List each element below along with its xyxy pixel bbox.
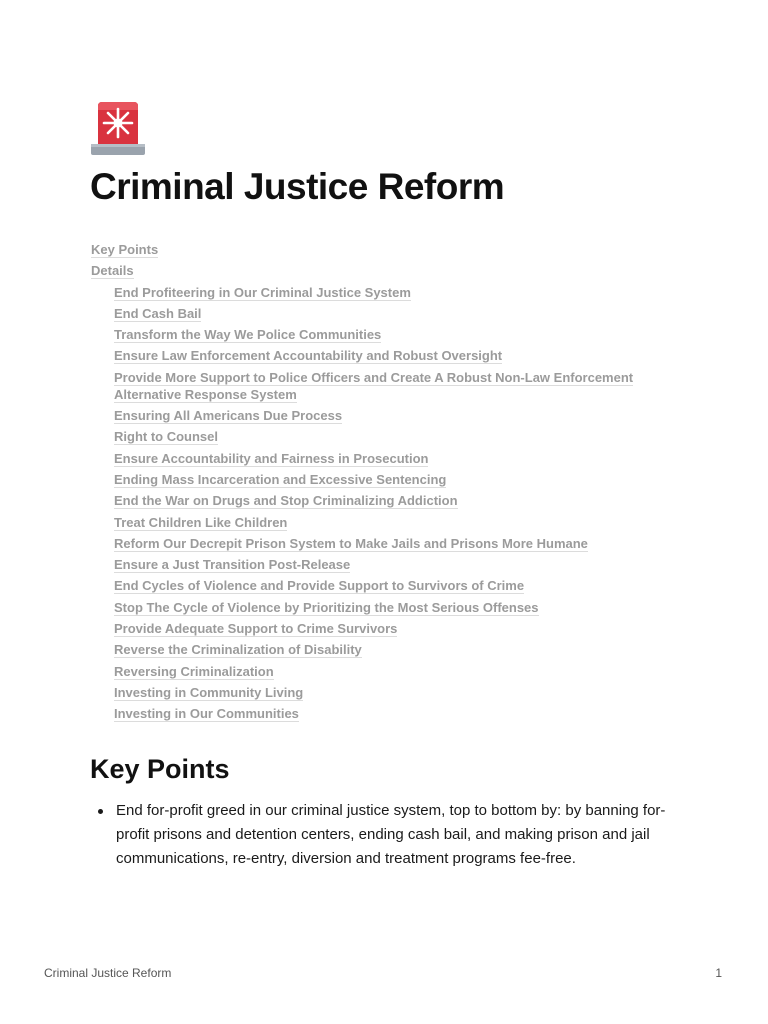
toc-link[interactable]: Right to Counsel (114, 429, 218, 445)
toc-link[interactable]: Investing in Our Communities (114, 706, 299, 722)
toc-link[interactable]: Reverse the Criminalization of Disability (114, 642, 362, 658)
toc-link-key-points[interactable]: Key Points (91, 242, 159, 257)
page-title: Criminal Justice Reform (90, 166, 505, 207)
toc-link[interactable]: End Profiteering in Our Criminal Justice System (114, 284, 411, 300)
toc-link-details[interactable]: Details (91, 263, 134, 279)
toc-link[interactable]: End Cycles of Violence and Provide Support to Survivors of Crime (114, 578, 525, 594)
table-of-contents (91, 241, 691, 727)
key-points-heading: Key Points (90, 754, 230, 784)
police-siren-icon (90, 100, 146, 156)
toc-link[interactable]: Transform the Way We Police Communities (114, 327, 382, 343)
footer-title: Criminal Justice Reform (44, 966, 172, 980)
list-item (94, 799, 694, 871)
toc-link[interactable]: Provide Adequate Support to Crime Survivors (114, 621, 398, 637)
toc-link[interactable]: Provide More Support to Police Officers and Create A Robust Non-Law Enforcement Alternative Response System (114, 369, 634, 402)
toc-link[interactable]: Investing in Community Living (114, 684, 304, 700)
toc-link[interactable]: End Cash Bail (114, 305, 202, 321)
toc-link[interactable]: Ensure Accountability and Fairness in Prosecution (114, 450, 429, 466)
toc-link[interactable]: Treat Children Like Children (114, 514, 288, 530)
toc-link[interactable]: Stop The Cycle of Violence by Prioritizing the Most Serious Offenses (114, 599, 539, 615)
bullet-icon (98, 809, 103, 814)
toc-link[interactable]: End the War on Drugs and Stop Criminalizing Addiction (114, 493, 458, 509)
list-item-text: End for-profit greed in our criminal justice system, top to bottom by: by banning for-profit prisons and detention centers, ending cash bail, and making prison and jail communications, re-entry, diversion and treatment programs fee-free. (116, 802, 666, 867)
page-number: 1 (715, 966, 722, 980)
toc-link[interactable]: Reform Our Decrepit Prison System to Make Jails and Prisons More Humane (114, 535, 588, 551)
toc-link[interactable]: Reversing Criminalization (114, 663, 274, 679)
toc-link[interactable]: Ensure a Just Transition Post-Release (114, 557, 351, 573)
toc-link[interactable]: Ensure Law Enforcement Accountability and Robust Oversight (114, 348, 503, 364)
toc-link[interactable]: Ending Mass Incarceration and Excessive Sentencing (114, 471, 447, 487)
key-points-list (94, 799, 694, 871)
toc-link[interactable]: Ensuring All Americans Due Process (114, 408, 343, 424)
